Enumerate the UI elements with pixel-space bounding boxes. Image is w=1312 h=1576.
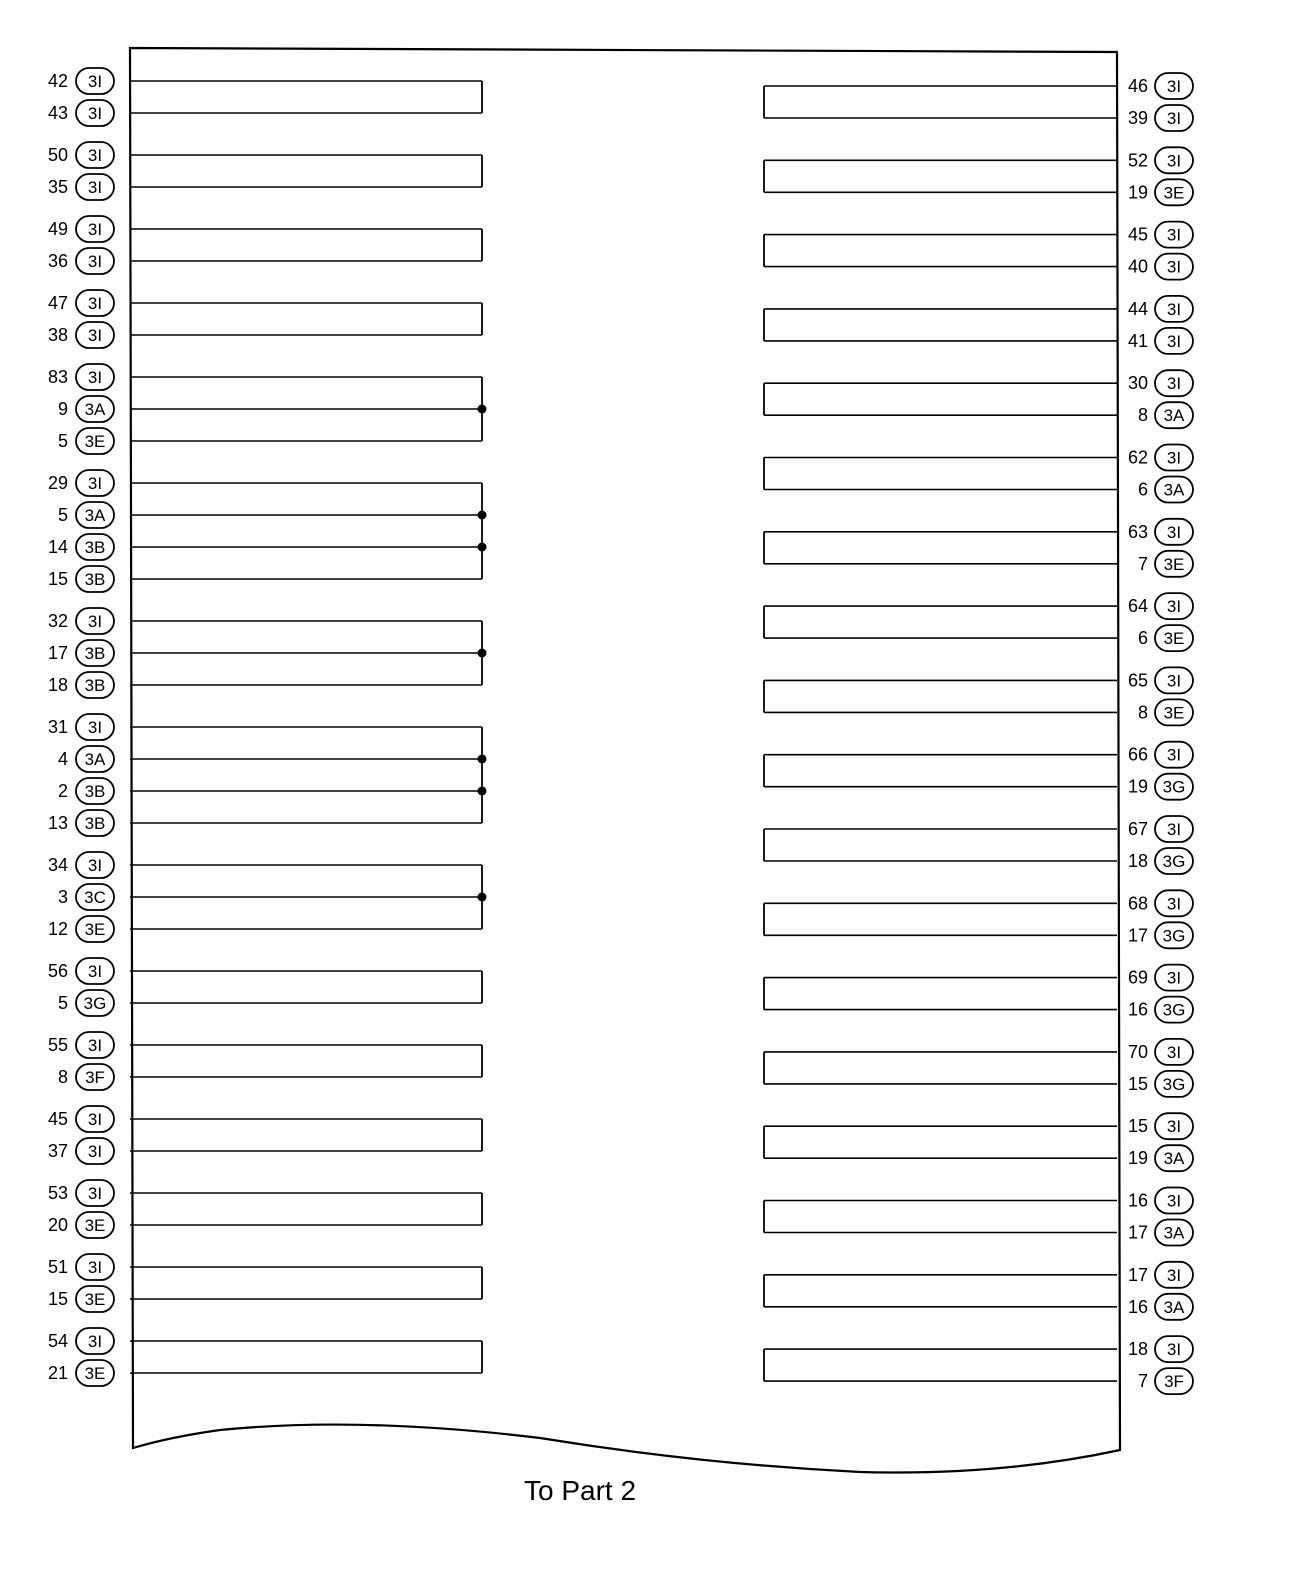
left-pin-number: 83 — [47, 367, 68, 387]
right-connector-group — [764, 667, 1193, 725]
left-connector-code: 3I — [87, 178, 103, 197]
right-connector-code: 3I — [1166, 1117, 1182, 1137]
left-pin-number: 50 — [47, 145, 68, 165]
left-pin-number: 43 — [47, 103, 68, 123]
left-pin-number: 5 — [57, 993, 68, 1013]
right-connector-code: 3I — [1166, 331, 1182, 351]
right-connector-code: 3I — [1166, 968, 1182, 988]
left-connector-group — [48, 1180, 482, 1238]
left-pin-number: 5 — [57, 431, 68, 451]
left-connector-code: 3A — [84, 400, 106, 419]
right-pin-number: 68 — [1127, 893, 1148, 914]
left-pin-number: 36 — [47, 251, 68, 271]
right-connector-code: 3I — [1166, 1042, 1182, 1062]
left-pin-number: 5 — [57, 505, 68, 525]
right-connector-code: 3I — [1166, 1265, 1182, 1285]
left-connector-group — [48, 364, 487, 454]
right-connector-code: 3I — [1166, 225, 1182, 245]
left-connector-code: 3E — [84, 1364, 106, 1383]
right-connector-group — [764, 890, 1193, 948]
right-pin-number: 63 — [1127, 521, 1148, 542]
left-connector-group — [48, 608, 487, 698]
left-pin-number: 2 — [57, 781, 68, 801]
right-connector-group — [764, 1039, 1193, 1097]
right-pin-number: 18 — [1127, 1339, 1148, 1360]
right-pin-number: 16 — [1127, 1296, 1148, 1317]
splice-junction-dot — [478, 893, 487, 902]
right-connector-group — [764, 370, 1193, 428]
left-connector-group — [48, 142, 482, 200]
right-connector-code: 3E — [1163, 183, 1185, 203]
left-connector-group — [48, 1032, 482, 1090]
left-connector-code: 3I — [87, 1142, 103, 1161]
right-pin-number: 8 — [1137, 702, 1148, 723]
left-connector-group — [48, 852, 487, 942]
right-connector-code: 3G — [1162, 852, 1186, 871]
right-pin-number: 18 — [1127, 851, 1148, 871]
left-pin-number: 54 — [47, 1331, 68, 1351]
right-pin-number: 41 — [1127, 330, 1148, 351]
left-pin-number: 15 — [47, 569, 68, 589]
left-pin-number: 17 — [47, 643, 68, 663]
right-connector-code: 3I — [1166, 151, 1182, 171]
right-pin-number: 66 — [1127, 744, 1148, 765]
right-connector-group — [764, 742, 1193, 800]
left-connector-code: 3B — [84, 538, 106, 557]
left-pin-number: 31 — [47, 717, 68, 737]
left-pin-number: 9 — [57, 399, 68, 419]
left-connector-group — [48, 1328, 482, 1386]
right-connector-code: 3I — [1166, 820, 1182, 839]
left-connector-code: 3E — [84, 1290, 106, 1309]
left-connector-code: 3E — [84, 1216, 106, 1235]
right-pin-number: 52 — [1127, 150, 1148, 171]
right-pin-number: 8 — [1137, 405, 1148, 426]
right-pin-number: 64 — [1127, 596, 1148, 617]
right-connector-code: 3I — [1166, 448, 1182, 468]
right-connector-code: 3E — [1163, 703, 1185, 723]
right-connector-code: 3I — [1166, 1191, 1182, 1211]
left-pin-number: 8 — [57, 1067, 68, 1087]
right-connector-code: 3A — [1163, 406, 1185, 426]
right-connector-code: 3A — [1163, 480, 1185, 500]
right-connector-group — [764, 1188, 1193, 1246]
left-pin-number: 53 — [47, 1183, 68, 1203]
right-pin-number: 44 — [1127, 298, 1148, 319]
left-pin-number: 20 — [47, 1215, 68, 1235]
right-pin-number: 19 — [1127, 182, 1148, 203]
right-connector-code: 3G — [1162, 1074, 1186, 1094]
left-connector-code: 3I — [87, 146, 103, 165]
left-connector-code: 3I — [87, 1332, 103, 1351]
right-pin-number: 15 — [1127, 1073, 1148, 1094]
right-connector-group — [764, 296, 1193, 354]
left-connector-code: 3I — [87, 1258, 103, 1277]
left-pin-number: 37 — [47, 1141, 68, 1161]
left-connector-code: 3G — [83, 994, 107, 1013]
left-pin-number: 29 — [47, 473, 68, 493]
left-connector-group — [48, 68, 482, 126]
left-connector-code: 3I — [87, 326, 103, 345]
right-connector-code: 3A — [1163, 1297, 1185, 1317]
left-pin-number: 12 — [47, 919, 68, 939]
left-connector-group — [48, 1106, 482, 1164]
left-connector-code: 3I — [87, 856, 103, 875]
right-pin-number: 45 — [1127, 224, 1148, 245]
right-connector-code: 3F — [1164, 1372, 1184, 1392]
splice-junction-dot — [478, 787, 487, 796]
right-connector-code: 3I — [1166, 374, 1182, 394]
right-connector-code: 3A — [1163, 1223, 1185, 1243]
right-connector-code: 3G — [1162, 926, 1186, 946]
right-connector-group — [764, 593, 1193, 651]
right-connector-group — [764, 519, 1193, 577]
left-pin-number: 56 — [47, 961, 68, 981]
right-connector-code: 3G — [1162, 777, 1186, 797]
left-connector-code: 3F — [85, 1068, 105, 1087]
left-connector-code: 3I — [87, 718, 103, 737]
right-connector-groups — [764, 73, 1193, 1394]
left-connector-code: 3I — [87, 612, 103, 631]
left-pin-number: 34 — [47, 855, 68, 875]
right-pin-number: 16 — [1127, 999, 1148, 1020]
right-connector-group — [764, 816, 1193, 874]
left-pin-number: 18 — [47, 675, 68, 695]
left-connector-code: 3A — [84, 506, 106, 525]
left-pin-number: 3 — [57, 887, 68, 907]
right-pin-number: 6 — [1137, 479, 1148, 500]
right-connector-group — [764, 222, 1193, 280]
left-connector-code: 3I — [87, 1110, 103, 1129]
left-connector-group — [48, 216, 482, 274]
left-pin-number: 4 — [57, 749, 68, 769]
left-connector-code: 3I — [87, 1184, 103, 1203]
splice-junction-dot — [478, 755, 487, 764]
right-pin-number: 46 — [1127, 76, 1148, 96]
splice-junction-dot — [478, 511, 487, 520]
right-connector-code: 3I — [1166, 109, 1182, 128]
right-connector-code: 3A — [1163, 1149, 1185, 1169]
left-pin-number: 15 — [47, 1289, 68, 1309]
right-connector-code: 3I — [1166, 257, 1182, 277]
left-connector-code: 3B — [84, 782, 106, 801]
right-pin-number: 30 — [1127, 373, 1148, 394]
left-connector-group — [48, 958, 482, 1016]
left-connector-code: 3I — [87, 294, 103, 313]
right-connector-code: 3G — [1162, 1000, 1186, 1020]
right-connector-group — [764, 1262, 1193, 1320]
left-connector-code: 3E — [84, 920, 106, 939]
right-connector-code: 3E — [1163, 554, 1185, 574]
left-connector-code: 3B — [84, 676, 106, 695]
right-pin-number: 17 — [1127, 925, 1148, 946]
left-pin-number: 21 — [47, 1363, 68, 1383]
left-connector-code: 3B — [84, 644, 106, 663]
left-pin-number: 14 — [47, 537, 68, 557]
right-connector-group — [764, 1113, 1193, 1171]
left-connector-code: 3B — [84, 814, 106, 833]
right-pin-number: 17 — [1127, 1264, 1148, 1285]
left-connector-code: 3I — [87, 72, 103, 91]
right-pin-number: 62 — [1127, 447, 1148, 468]
right-connector-group — [764, 965, 1193, 1023]
right-connector-group — [764, 73, 1193, 131]
right-pin-number: 69 — [1127, 967, 1148, 988]
left-pin-number: 55 — [47, 1035, 68, 1055]
left-pin-number: 47 — [47, 293, 68, 313]
left-pin-number: 38 — [47, 325, 68, 345]
right-pin-number: 19 — [1127, 1148, 1148, 1169]
left-pin-number: 51 — [47, 1257, 68, 1277]
left-connector-code: 3I — [87, 368, 103, 387]
splice-junction-dot — [478, 405, 487, 414]
left-connector-group — [48, 1254, 482, 1312]
left-connector-group — [48, 714, 487, 836]
right-pin-number: 17 — [1127, 1222, 1148, 1243]
left-connector-group — [48, 290, 482, 348]
right-connector-code: 3I — [1166, 77, 1182, 96]
right-connector-group — [764, 1336, 1193, 1394]
left-connector-group — [48, 470, 487, 592]
to-part-2-caption: To Part 2 — [523, 1475, 637, 1506]
right-pin-number: 19 — [1127, 776, 1148, 797]
right-pin-number: 16 — [1127, 1190, 1148, 1211]
right-pin-number: 70 — [1127, 1041, 1148, 1062]
splice-junction-dot — [478, 543, 487, 552]
right-connector-code: 3E — [1163, 629, 1185, 649]
right-pin-number: 7 — [1137, 553, 1148, 574]
left-pin-number: 42 — [47, 71, 68, 91]
right-connector-code: 3I — [1166, 522, 1182, 542]
right-connector-group — [764, 147, 1193, 205]
left-connector-code: 3I — [87, 220, 103, 239]
splice-junction-dot — [478, 649, 487, 658]
right-connector-code: 3I — [1166, 299, 1182, 319]
left-pin-number: 49 — [47, 219, 68, 239]
left-connector-code: 3I — [87, 252, 103, 271]
left-pin-number: 35 — [47, 177, 68, 197]
left-connector-code: 3I — [87, 962, 103, 981]
right-connector-code: 3I — [1166, 597, 1182, 617]
right-connector-code: 3I — [1166, 745, 1182, 765]
left-connector-groups — [48, 68, 487, 1386]
left-connector-code: 3E — [84, 432, 106, 451]
left-pin-number: 45 — [47, 1109, 68, 1129]
right-pin-number: 15 — [1127, 1116, 1148, 1137]
left-connector-code: 3C — [84, 888, 106, 907]
right-connector-code: 3I — [1166, 1340, 1182, 1360]
right-connector-group — [764, 445, 1193, 503]
right-pin-number: 39 — [1127, 108, 1148, 128]
right-pin-number: 7 — [1137, 1371, 1148, 1392]
left-connector-code: 3I — [87, 1036, 103, 1055]
right-pin-number: 65 — [1127, 670, 1148, 691]
right-pin-number: 40 — [1127, 256, 1148, 277]
right-pin-number: 6 — [1137, 628, 1148, 649]
left-pin-number: 32 — [47, 611, 68, 631]
right-connector-code: 3I — [1166, 671, 1182, 691]
left-connector-code: 3A — [84, 750, 106, 769]
right-pin-number: 67 — [1127, 819, 1148, 839]
left-connector-code: 3I — [87, 474, 103, 493]
right-connector-code: 3I — [1166, 894, 1182, 914]
left-connector-code: 3I — [87, 104, 103, 123]
left-connector-code: 3B — [84, 570, 106, 589]
left-pin-number: 13 — [47, 813, 68, 833]
